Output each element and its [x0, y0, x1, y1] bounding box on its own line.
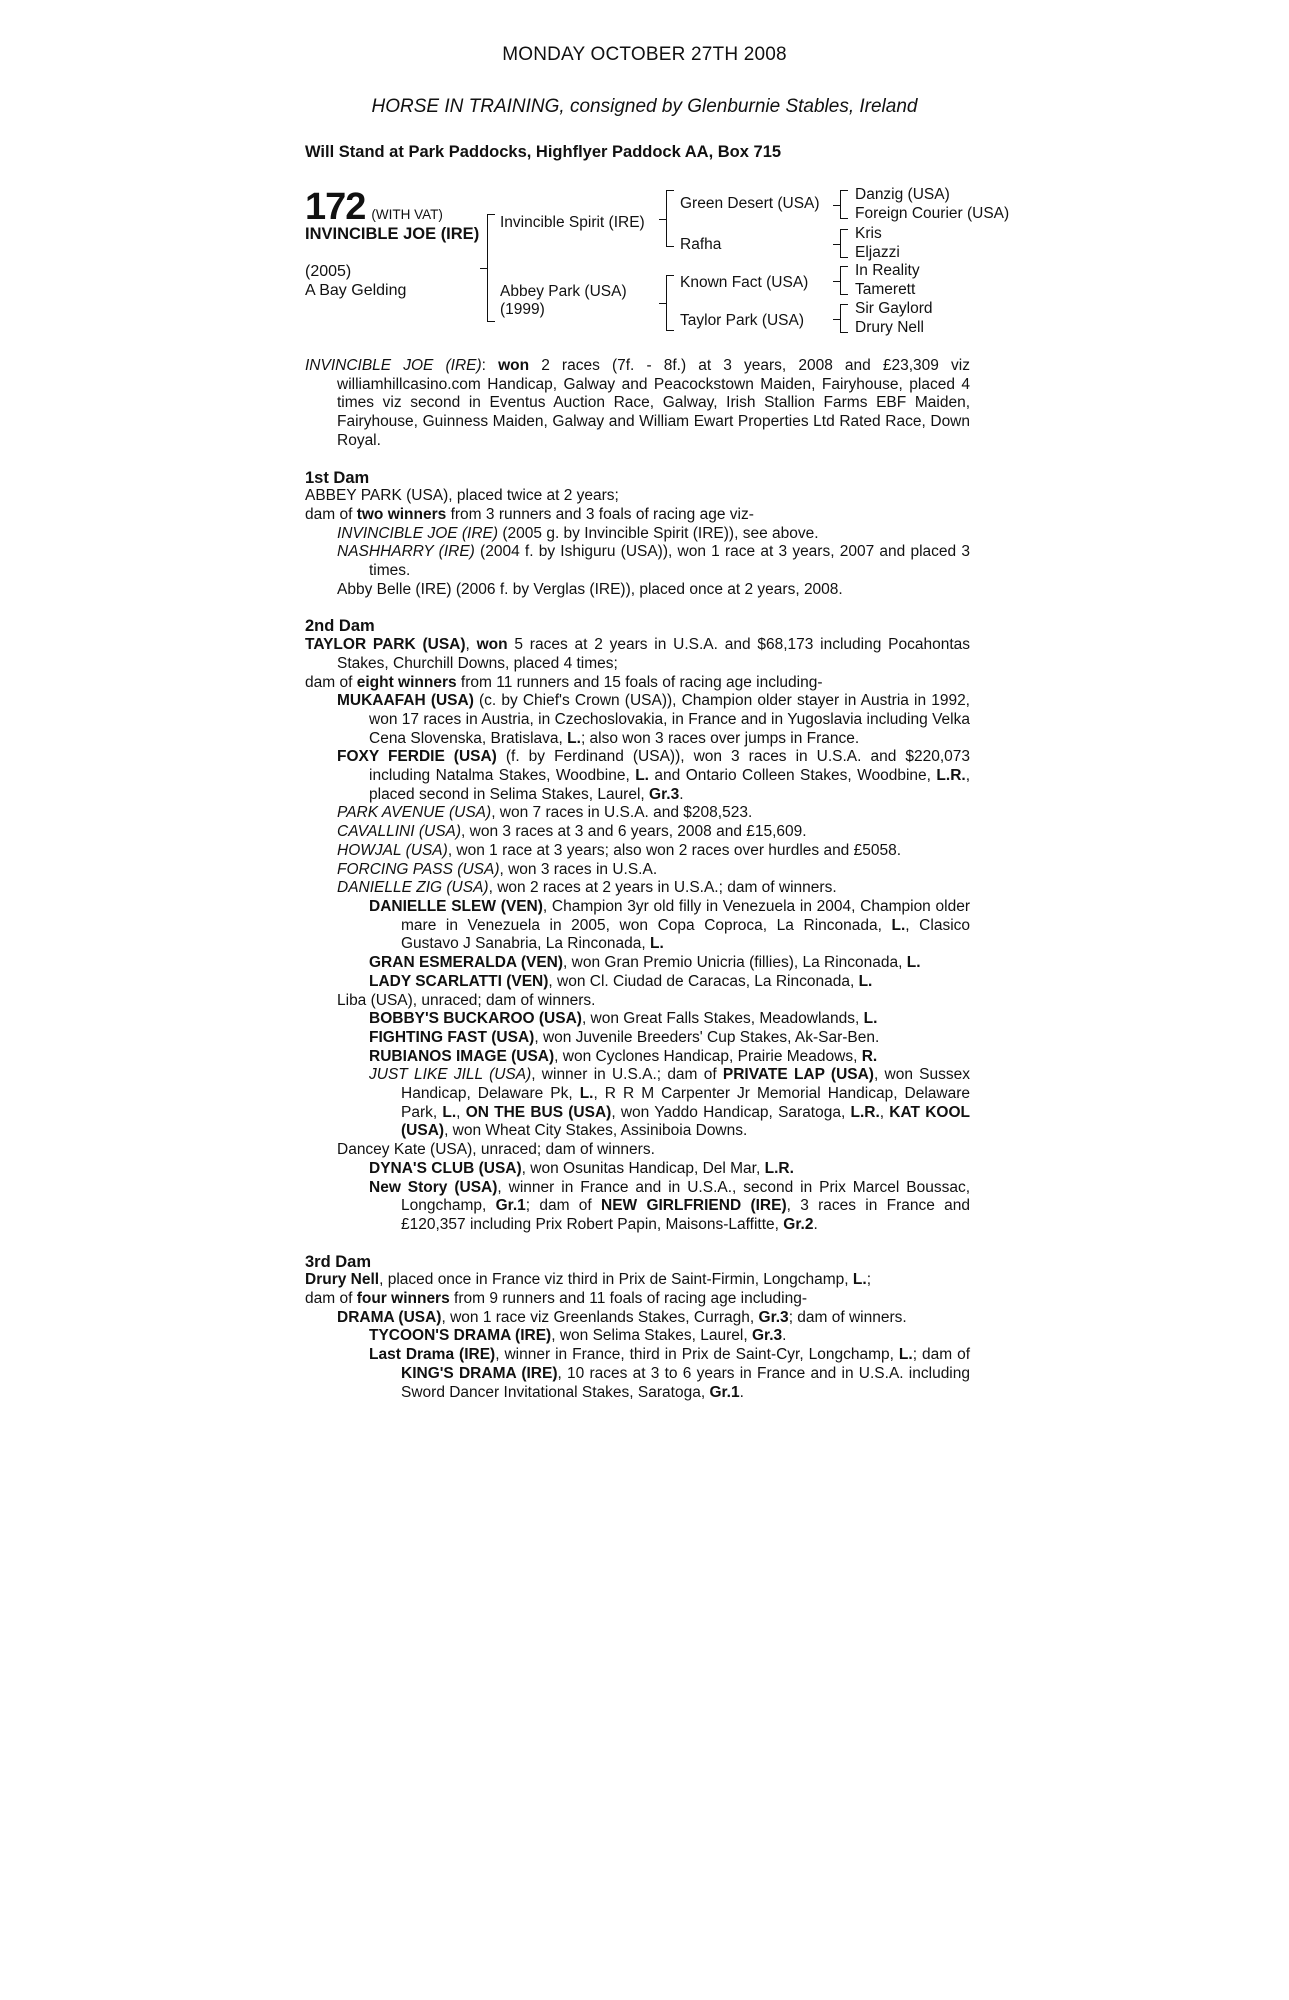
third-dam-produce-line: dam of four winners from 9 runners and 11 foals of racing age including- [305, 1290, 807, 1308]
pedigree-dss: In Reality [855, 262, 920, 279]
list-item: CAVALLINI (USA), won 3 races at 3 and 6 years, 2008 and £15,609. [337, 823, 807, 841]
second-dam-produce-line: dam of eight winners from 11 runners and 15 foals of racing age including- [305, 673, 823, 691]
horse-year: (2005) [305, 263, 352, 280]
pedigree-brace-dd [840, 304, 848, 333]
list-item: MUKAAFAH (USA) (c. by Chief's Crown (USA)), Champion older stayer in Austria in 1992, won 17 races in Austria, in Czechoslovakia, in France and in Yugoslavia including Velka Cena Slovenska, Bratislava, L.; also won 3 races over jumps in France. [337, 692, 970, 747]
first-dam-produce-line: dam of two winners from 3 runners and 3 foals of racing age viz- [305, 505, 754, 523]
third-dam-heading: 3rd Dam [305, 1252, 372, 1271]
list-item: NASHHARRY (IRE) (2004 f. by Ishiguru (USA)), won 1 race at 3 years, 2007 and placed 3 times. [337, 543, 970, 580]
pedigree-brace-dam [666, 275, 674, 331]
first-dam-heading: 1st Dam [305, 468, 370, 487]
pedigree-ddd: Drury Nell [855, 319, 924, 336]
racing-record: INVINCIBLE JOE (IRE): won 2 races (7f. - 8f.) at 3 years, 2008 and £23,309 viz williamhillcasino.com Handicap, Galway and Peacockstown Maiden, Fairyhouse, placed 4 times viz second in Eventus Auction Race, Galway, Irish Stallion Farms EBF Maiden, Fairyhouse, Guinness Maiden, Galway and William Ewart Properties Ltd Rated Race, Down Royal. [305, 357, 970, 449]
second-dam-line: TAYLOR PARK (USA), won 5 races at 2 years in U.S.A. and $68,173 including Pocahontas Stakes, Churchill Downs, placed 4 times; [305, 636, 970, 672]
list-item: FORCING PASS (USA), won 3 races in U.S.A. [337, 860, 658, 878]
list-item: New Story (USA), winner in France and in U.S.A., second in Prix Marcel Boussac, Longchamp, Gr.1; dam of NEW GIRLFRIEND (IRE), 3 races in France and £120,357 including Prix Robert Papin, Maisons-Laffitte, Gr.2. [369, 1178, 971, 1233]
horse-description: A Bay Gelding [305, 282, 407, 299]
pedigree-brace-sd [840, 229, 848, 258]
pedigree-sss: Danzig (USA) [855, 186, 950, 203]
pedigree-sire: Invincible Spirit (IRE) [500, 214, 645, 231]
pedigree-dam-dam: Taylor Park (USA) [680, 312, 805, 329]
pedigree-dam: Abbey Park (USA) [500, 283, 627, 300]
list-item: RUBIANOS IMAGE (USA), won Cyclones Handicap, Prairie Meadows, R. [369, 1047, 878, 1065]
second-dam-heading: 2nd Dam [305, 617, 375, 636]
list-item: TYCOON'S DRAMA (IRE), won Selima Stakes, Laurel, Gr.3. [369, 1327, 787, 1345]
lot-heading [305, 186, 443, 229]
list-item: Dancey Kate (USA), unraced; dam of winners. [337, 1141, 655, 1159]
pedigree-sds: Kris [855, 225, 882, 242]
list-item: FIGHTING FAST (USA), won Juvenile Breeders' Cup Stakes, Ak-Sar-Ben. [369, 1028, 880, 1046]
list-item: DYNA'S CLUB (USA), won Osunitas Handicap, Del Mar, L.R. [369, 1159, 794, 1177]
vat-note: (WITH VAT) [371, 207, 443, 222]
horse-name: INVINCIBLE JOE (IRE) [305, 225, 480, 243]
list-item: PARK AVENUE (USA), won 7 races in U.S.A. and $208,523. [337, 804, 753, 822]
list-item: JUST LIKE JILL (USA), winner in U.S.A.; dam of PRIVATE LAP (USA), won Sussex Handicap, Delaware Pk, L., R R M Carpenter Jr Memorial Handicap, Delaware Park, L., ON THE BUS (USA), won Yaddo Handicap, Saratoga, L.R., KAT KOOL (USA), won Wheat City Stakes, Assiniboia Downs. [369, 1066, 971, 1140]
list-item: Abby Belle (IRE) (2006 f. by Verglas (IRE)), placed once at 2 years, 2008. [337, 580, 843, 598]
pedigree-dds: Sir Gaylord [855, 300, 933, 317]
pedigree-sire-dam: Rafha [680, 236, 722, 253]
list-item: FOXY FERDIE (USA) (f. by Ferdinand (USA)), won 3 races in U.S.A. and $220,073 including Natalma Stakes, Woodbine, L. and Ontario Colleen Stakes, Woodbine, L.R., placed second in Selima Stakes, Laurel, Gr.3. [337, 748, 971, 803]
pedigree-dsd: Tamerett [855, 281, 916, 298]
list-item: BOBBY'S BUCKAROO (USA), won Great Falls Stakes, Meadowlands, L. [369, 1010, 878, 1028]
list-item: DANIELLE ZIG (USA), won 2 races at 2 years in U.S.A.; dam of winners. [337, 879, 837, 897]
third-dam-line: Drury Nell, placed once in France viz third in Prix de Saint-Firmin, Longchamp, L.; [305, 1271, 872, 1289]
pedigree-brace-main [487, 214, 495, 322]
list-item: LADY SCARLATTI (VEN), won Cl. Ciudad de Caracas, La Rinconada, L. [369, 972, 873, 990]
list-item: HOWJAL (USA), won 1 race at 3 years; also won 2 races over hurdles and £5058. [337, 841, 902, 859]
pedigree-brace-ss [840, 190, 848, 219]
list-item: DANIELLE SLEW (VEN), Champion 3yr old filly in Venezuela in 2004, Champion older mare in Venezuela in 2005, won Copa Coproca, La Rinconada, L., Clasico Gustavo J Sanabria, La Rinconada, L. [369, 897, 971, 953]
pedigree-brace-sire [666, 190, 674, 247]
pedigree-dam-sire: Known Fact (USA) [680, 274, 809, 291]
stand-location: Will Stand at Park Paddocks, Highflyer Paddock AA, Box 715 [305, 143, 782, 161]
first-dam-line: ABBEY PARK (USA), placed twice at 2 years; [305, 487, 619, 505]
sale-date: MONDAY OCTOBER 27TH 2008 [502, 44, 787, 65]
catalogue-body [305, 357, 970, 1402]
lot-number: 172 [305, 186, 366, 228]
list-item: INVINCIBLE JOE (IRE) (2005 g. by Invincible Spirit (IRE)), see above. [337, 524, 819, 542]
list-item: Last Drama (IRE), winner in France, third in Prix de Saint-Cyr, Longchamp, L.; dam of KING'S DRAMA (IRE), 10 races at 3 to 6 years in France and in U.S.A. including Sword Dancer Invitational Stakes, Saratoga, Gr.1. [369, 1346, 970, 1401]
pedigree-dam-year: (1999) [500, 301, 545, 318]
list-item: DRAMA (USA), won 1 race viz Greenlands Stakes, Curragh, Gr.3; dam of winners. [337, 1308, 907, 1326]
list-item: GRAN ESMERALDA (VEN), won Gran Premio Unicria (fillies), La Rinconada, L. [369, 954, 921, 972]
pedigree-sdd: Eljazzi [855, 244, 900, 261]
pedigree-sire-sire: Green Desert (USA) [680, 195, 820, 212]
list-item: Liba (USA), unraced; dam of winners. [337, 991, 596, 1009]
pedigree-ssd: Foreign Courier (USA) [855, 205, 1010, 222]
pedigree-brace-ds [840, 266, 848, 295]
consignment-line: HORSE IN TRAINING, consigned by Glenburnie Stables, Ireland [371, 96, 918, 117]
